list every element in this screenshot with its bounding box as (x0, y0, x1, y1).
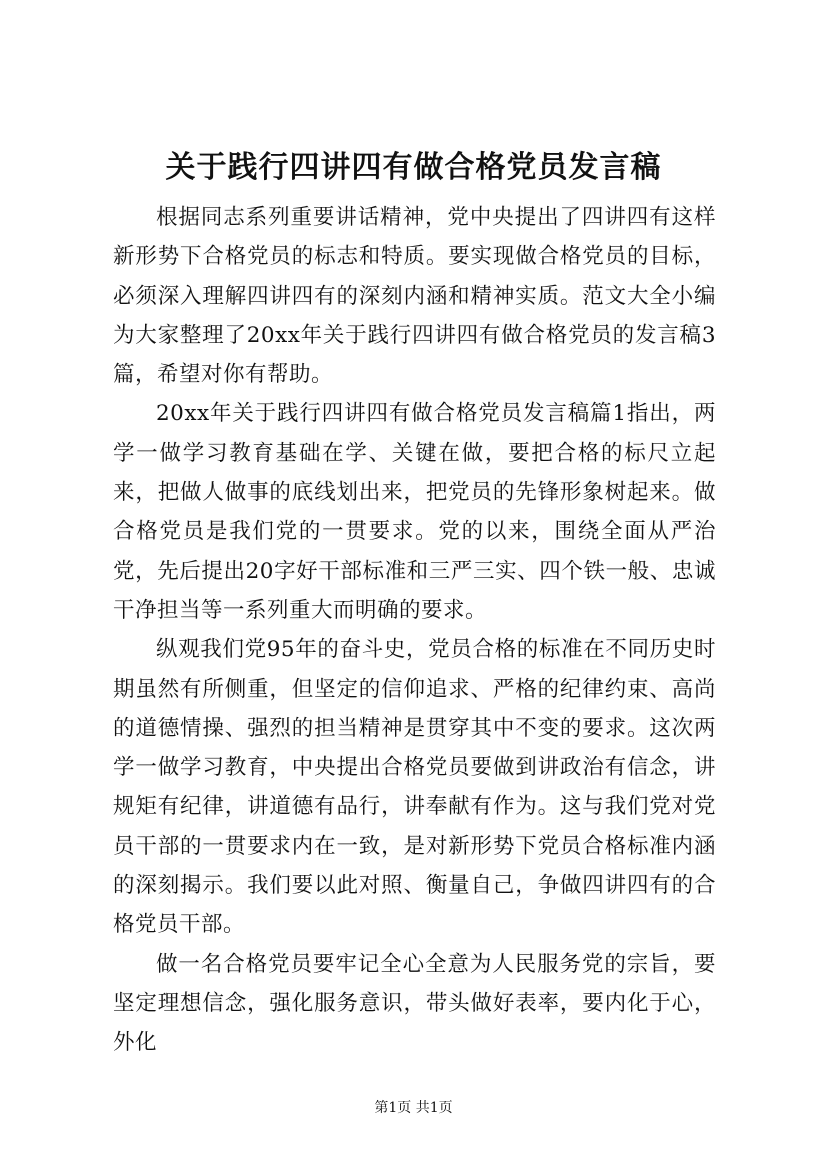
paragraph-3: 做一名合格党员要牢记全心全意为人民服务党的宗旨，要坚定理想信念，强化服务意识，带头做好表率，要内化于心，外化 (113, 951, 716, 1056)
paragraph-intro: 根据同志系列重要讲话精神，党中央提出了四讲四有这样新形势下合格党员的标志和特质。要实现做合格党员的目标，必须深入理解四讲四有的深刻内涵和精神实质。范文大全小编为大家整理了20xx年关于践行四讲四有做合格党员的发言稿3篇，希望对你有帮助。 (113, 205, 716, 388)
document-title: 关于践行四讲四有做合格党员发言稿 (165, 150, 662, 185)
page-number-footer: 第1页 共1页 (374, 1100, 453, 1116)
paragraph-1: 20xx年关于践行四讲四有做合格党员发言稿篇1指出，两学一做学习教育基础在学、关键在做，要把合格的标尺立起来，把做人做事的底线划出来，把党员的先锋形象树起来。做合格党员是我们党的一贯要求。党的以来，围绕全面从严治党，先后提出20字好干部标准和三严三实、四个铁一般、忠诚干净担当等一系列重大而明确的要求。 (113, 401, 716, 623)
paragraph-2: 纵观我们党95年的奋斗史，党员合格的标准在不同历史时期虽然有所侧重，但坚定的信仰追求、严格的纪律约束、高尚的道德情操、强烈的担当精神是贯穿其中不变的要求。这次两学一做学习教育，中央提出合格党员要做到讲政治有信念，讲规矩有纪律，讲道德有品行，讲奉献有作为。这与我们党对党员干部的一贯要求内在一致，是对新形势下党员合格标准内涵的深刻揭示。我们要以此对照、衡量自己，争做四讲四有的合格党员干部。 (113, 637, 716, 938)
document-body (113, 198, 716, 1063)
